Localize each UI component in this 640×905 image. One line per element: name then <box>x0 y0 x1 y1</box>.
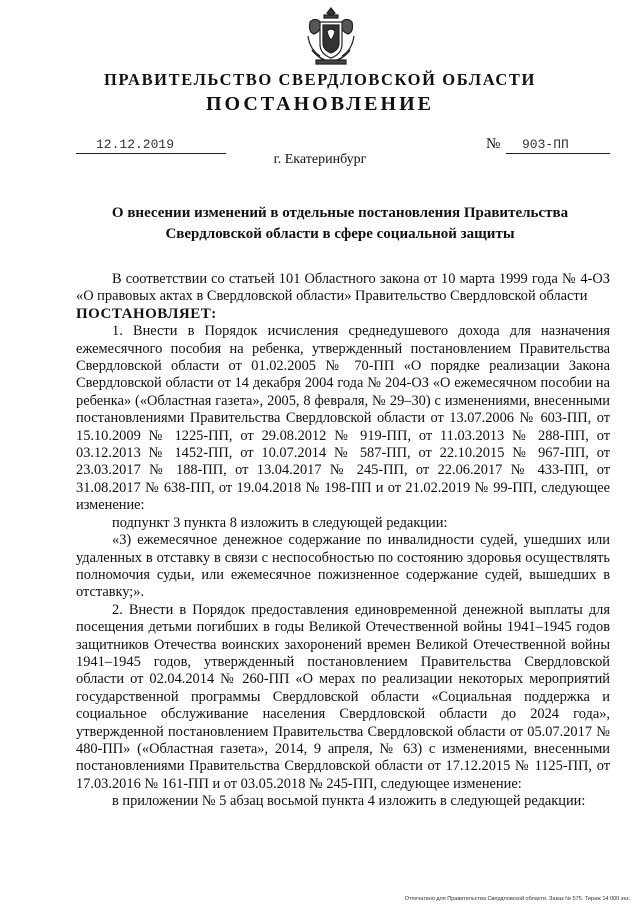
decree-word: ПОСТАНОВЛЯЕТ: <box>76 305 217 322</box>
item-2-subparagraph: в приложении № 5 абзац восьмой пункта 4 изложить в следующей редакции: <box>112 793 586 810</box>
item-1-quote: «3) ежемесячное денежное содержание по инвалидности судей, ушедших или удаленных в отставку в связи с неспособностью по состоянию здоровья осуществлять полномочия судьи, или ежемесячное пожизненное содержание судей, вышедших в отставку;». <box>76 532 610 601</box>
item-1-subparagraph: подпункт 3 пункта 8 изложить в следующей редакции: <box>112 514 448 531</box>
document-subject: О внесении изменений в отдельные постановления Правительства Свердловской области в сфере социальной защиты <box>111 205 569 242</box>
intro-paragraph: В соответствии со статьей 101 Областного закона от 10 марта 1999 года № 4-ОЗ «О правовых актах в Свердловской области» Правительство Свердловской области <box>76 271 610 305</box>
document-type: ПОСТАНОВЛЕНИЕ <box>206 93 434 115</box>
document-body <box>76 271 610 811</box>
government-title: ПРАВИТЕЛЬСТВО СВЕРДЛОВСКОЙ ОБЛАСТИ <box>104 70 536 89</box>
item-1-paragraph: 1. Внести в Порядок исчисления среднедушевого дохода для назначения ежемесячного пособия на ребенка, утвержденный постановлением Правительства Свердловской области от 01.02.2005 № 70-ПП «О порядке реализации Закона Свердловской области от 14 декабря 2004 года № 204-ОЗ «О ежемесячном пособии на ребенка» («Областная газета», 2005, 8 февраля, № 29–30) с изменениями, внесенными постановлениями Правительства Свердловской области от 13.07.2006 № 603-ПП, от 15.10.2009 № 1225-ПП, от 29.08.2012 № 919-ПП, от 11.03.2013 № 288-ПП, от 03.12.2013 № 1452-ПП, от 10.07.2014 № 587-ПП, от 22.10.2015 № 967-ПП, от 23.03.2017 № 188-ПП, от 13.04.2017 № 245-ПП, от 22.06.2017 № 433-ПП, от 31.08.2017 № 638-ПП, от 19.04.2018 № 198-ПП и от 21.02.2019 № 99-ПП, следующее изменение: <box>76 323 610 514</box>
coat-of-arms-icon <box>302 6 360 68</box>
document-number: 903-ПП <box>522 137 569 152</box>
city: г. Екатеринбург <box>273 152 367 167</box>
item-2-paragraph: 2. Внести в Порядок предоставления единовременной денежной выплаты для посещения детьми погибших в годы Великой Отечественной войны 1941–1945 годов защитников Отечества воинских захоронений времен Великой Отечественной войны 1941–1945 годов, утвержденный постановлением Правительства Свердловской области от 02.04.2014 № 260-ПП «О мерах по реализации некоторых мероприятий государственной программы Свердловской области «Социальная поддержка и социальное обслуживание населения Свердловской области до 2024 года», утвержденной постановлением Правительства Свердловской области от 05.07.2017 № 480-ПП» («Областная газета», 2014, 9 апреля, № 63) с изменениями, внесенными постановлениями Правительства Свердловской области от 17.12.2015 № 1125-ПП, от 17.03.2016 № 161-ПП и от 03.05.2018 № 245-ПП, следующее изменение: <box>76 601 610 792</box>
document-date: 12.12.2019 <box>96 137 175 152</box>
print-note: Отпечатано для Правительства Свердловской области. Заказ № 575. Тираж 14 000 экз. <box>404 896 630 902</box>
number-sign: № <box>486 136 501 152</box>
